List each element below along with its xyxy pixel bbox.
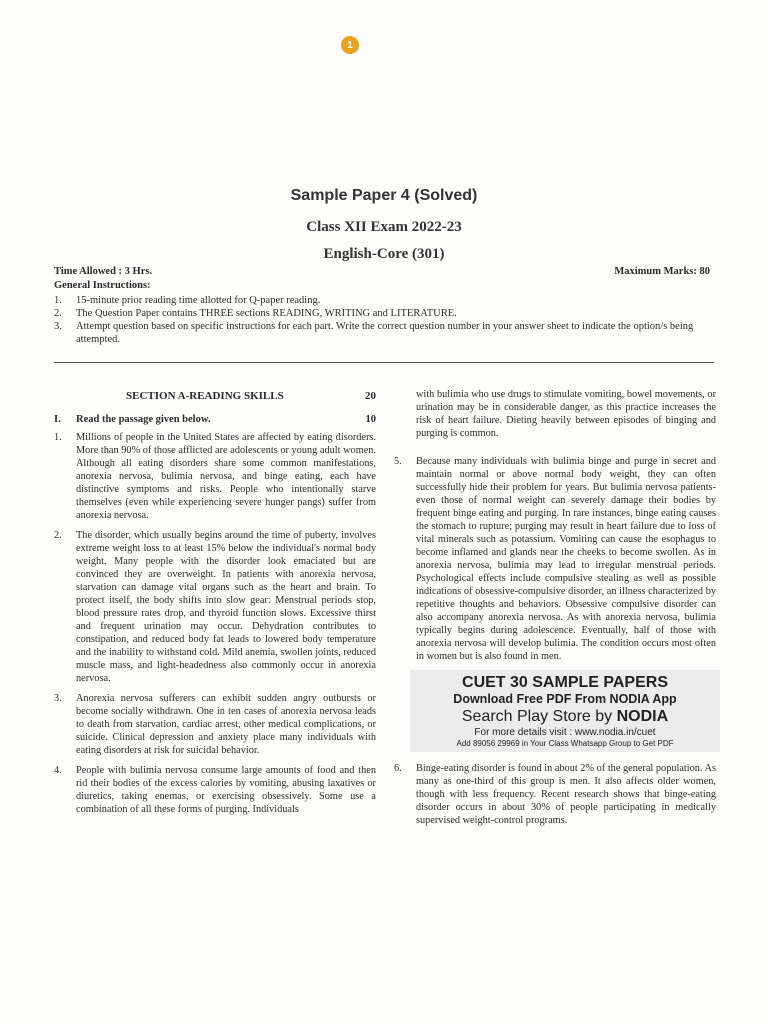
ad-search-text [410, 707, 720, 727]
paragraph-number: 3. [54, 693, 62, 704]
passage-paragraph [54, 692, 376, 757]
paragraph-number: 5. [394, 456, 402, 467]
paragraph-text: Because many individuals with bulimia binge and purge in secret and maintain normal or above normal body weight, they can often successfully hide their problem for years. But bulimia nervosa patients-even those of normal weight can severely damage their bodies by frequent binge eating and purging. In rare instances, binge eating causes the stomach to rupture; purging may result in heart failure due to loss of vital minerals such as potassium. Vomiting can cause the esophagus to become inflamed and glands near the cheeks to become swollen. As in anorexia nervosa, bulimia may lead to irregular menstrual periods. Psychological effects include compulsive stealing as well as possible indications of obsessive-compulsive disorder, an illness characterized by repetitive thoughts and behaviors. Obsessive compulsive disorder can also accompany anorexia nervosa. As with anorexia nervosa, bulimia typically begins during adolescence. Eventually, half of those with anorexia nervosa will develop bulimia. The condition occurs most often in women but is also found in men. [416, 456, 716, 662]
instruction-item [54, 294, 714, 307]
instruction-number: 3. [54, 321, 62, 332]
paragraph-number: 2. [54, 530, 62, 541]
section-heading [54, 390, 376, 402]
paragraph-number: 6. [394, 763, 402, 774]
paragraph-continuation: with bulimia who use drugs to stimulate vomiting, bowel movements, or urination may be in considerable danger, as this practice increases the risk of heart failure. Dieting heavily between episodes of binging and purging is common. [416, 389, 716, 439]
instruction-item [54, 320, 714, 346]
instruction-text: 15-minute prior reading time allotted for Q-paper reading. [76, 295, 321, 306]
ad-details-link[interactable]: For more details visit : www.nodia.in/cuet [474, 727, 656, 738]
instruction-text: Attempt question based on specific instructions for each part. Write the correct question number in your answer sheet to indicate the option/s being attempted. [76, 321, 694, 345]
paragraph-text: Anorexia nervosa sufferers can exhibit sudden angry outbursts or become socially withdrawn. One in ten cases of anorexia nervosa leads to death from starvation, cardiac arrest, other medical complications, or suicide. Clinical depression and anxiety place many individuals with eating disorders at risk for suicidal behavior. [76, 693, 376, 756]
subject-subtitle: English-Core (301) [323, 246, 445, 262]
question-heading [54, 414, 376, 425]
question-number: I. [54, 414, 61, 425]
maximum-marks: Maximum Marks: 80 [614, 266, 710, 277]
instruction-item [54, 307, 714, 320]
instructions-list [54, 294, 714, 346]
instructions-heading: General Instructions: [54, 280, 151, 291]
paragraph-number: 4. [54, 765, 62, 776]
exam-meta-row [54, 266, 710, 277]
ad-headline: CUET 30 SAMPLE PAPERS [462, 674, 668, 691]
class-subtitle: Class XII Exam 2022-23 [306, 219, 462, 235]
passage-paragraph [394, 455, 716, 663]
right-column [394, 388, 716, 834]
ad-search-prefix: Search Play Store by [461, 708, 617, 725]
section-title: SECTION A-READING SKILLS [126, 390, 284, 402]
section-marks: 20 [365, 390, 376, 402]
instruction-text: The Question Paper contains THREE sections READING, WRITING and LITERATURE. [76, 308, 457, 319]
ad-brand: NODIA [616, 708, 669, 725]
passage-paragraph [54, 431, 376, 522]
paper-title: Sample Paper 4 (Solved) [290, 187, 478, 204]
instruction-number: 1. [54, 295, 62, 306]
paragraph-text: Binge-eating disorder is found in about 2% of the general population. As many as one-third of this group is men. It also affects older women, though with less frequency. Recent research shows that binge-eating disorder occurs in about 30% of people participating in medically supervised weight-control programs. [416, 763, 716, 826]
paragraph-text: The disorder, which usually begins around the time of puberty, involves extreme weight loss to at least 15% below the individual's normal body weight. Many people with the disorder look emaciated but are convinced they are overweight. In patients with anorexia nervosa, starvation can damage vital organs such as the heart and brain. To protect itself, the body shifts into slow gear: Menstrual periods stop, blood pressure rates drop, and thyroid function slows. Excessive thirst and frequent urination may occur. Dehydration contributes to constipation, and reduced body fat leads to lowered body temperature and the inability to withstand cold. Mild anemia, swollen joints, reduced muscle mass, and light-headedness also commonly occur in anorexia nervosa. [76, 530, 376, 684]
page-number-badge: 1 [341, 36, 359, 54]
ad-download-text: Download Free PDF From NODIA App [453, 692, 677, 706]
question-marks: 10 [365, 414, 376, 425]
passage-paragraph [54, 764, 376, 816]
question-text: Read the passage given below. [76, 414, 211, 425]
paragraph-text: People with bulimia nervosa consume large amounts of food and then rid their bodies of the excess calories by vomiting, abusing laxatives or diuretics, taking enemas, or exercising obsessively. Some use a combination of all these forms of purging. Individuals [76, 765, 376, 815]
advertisement-banner[interactable] [410, 670, 720, 752]
instruction-number: 2. [54, 308, 62, 319]
paragraph-number: 1. [54, 432, 62, 443]
passage-paragraph [394, 762, 716, 827]
ad-whatsapp-note: Add 89056 29969 in Your Class Whatsapp Group to Get PDF [456, 739, 674, 748]
horizontal-divider [54, 362, 714, 363]
paragraph-text: Millions of people in the United States are affected by eating disorders. More than 90% of those afflicted are adolescents or young adult women. Although all eating disorders share some common manifestations, anorexia nervosa, bulimia nervosa, and binge eating, each have distinctive symptoms and risks. People who intentionally starve themselves (even while experiencing severe hunger pangs) suffer from anorexia nervosa. [76, 432, 376, 521]
time-allowed: Time Allowed : 3 Hrs. [54, 266, 153, 277]
left-column [54, 390, 376, 823]
passage-paragraph [54, 529, 376, 685]
